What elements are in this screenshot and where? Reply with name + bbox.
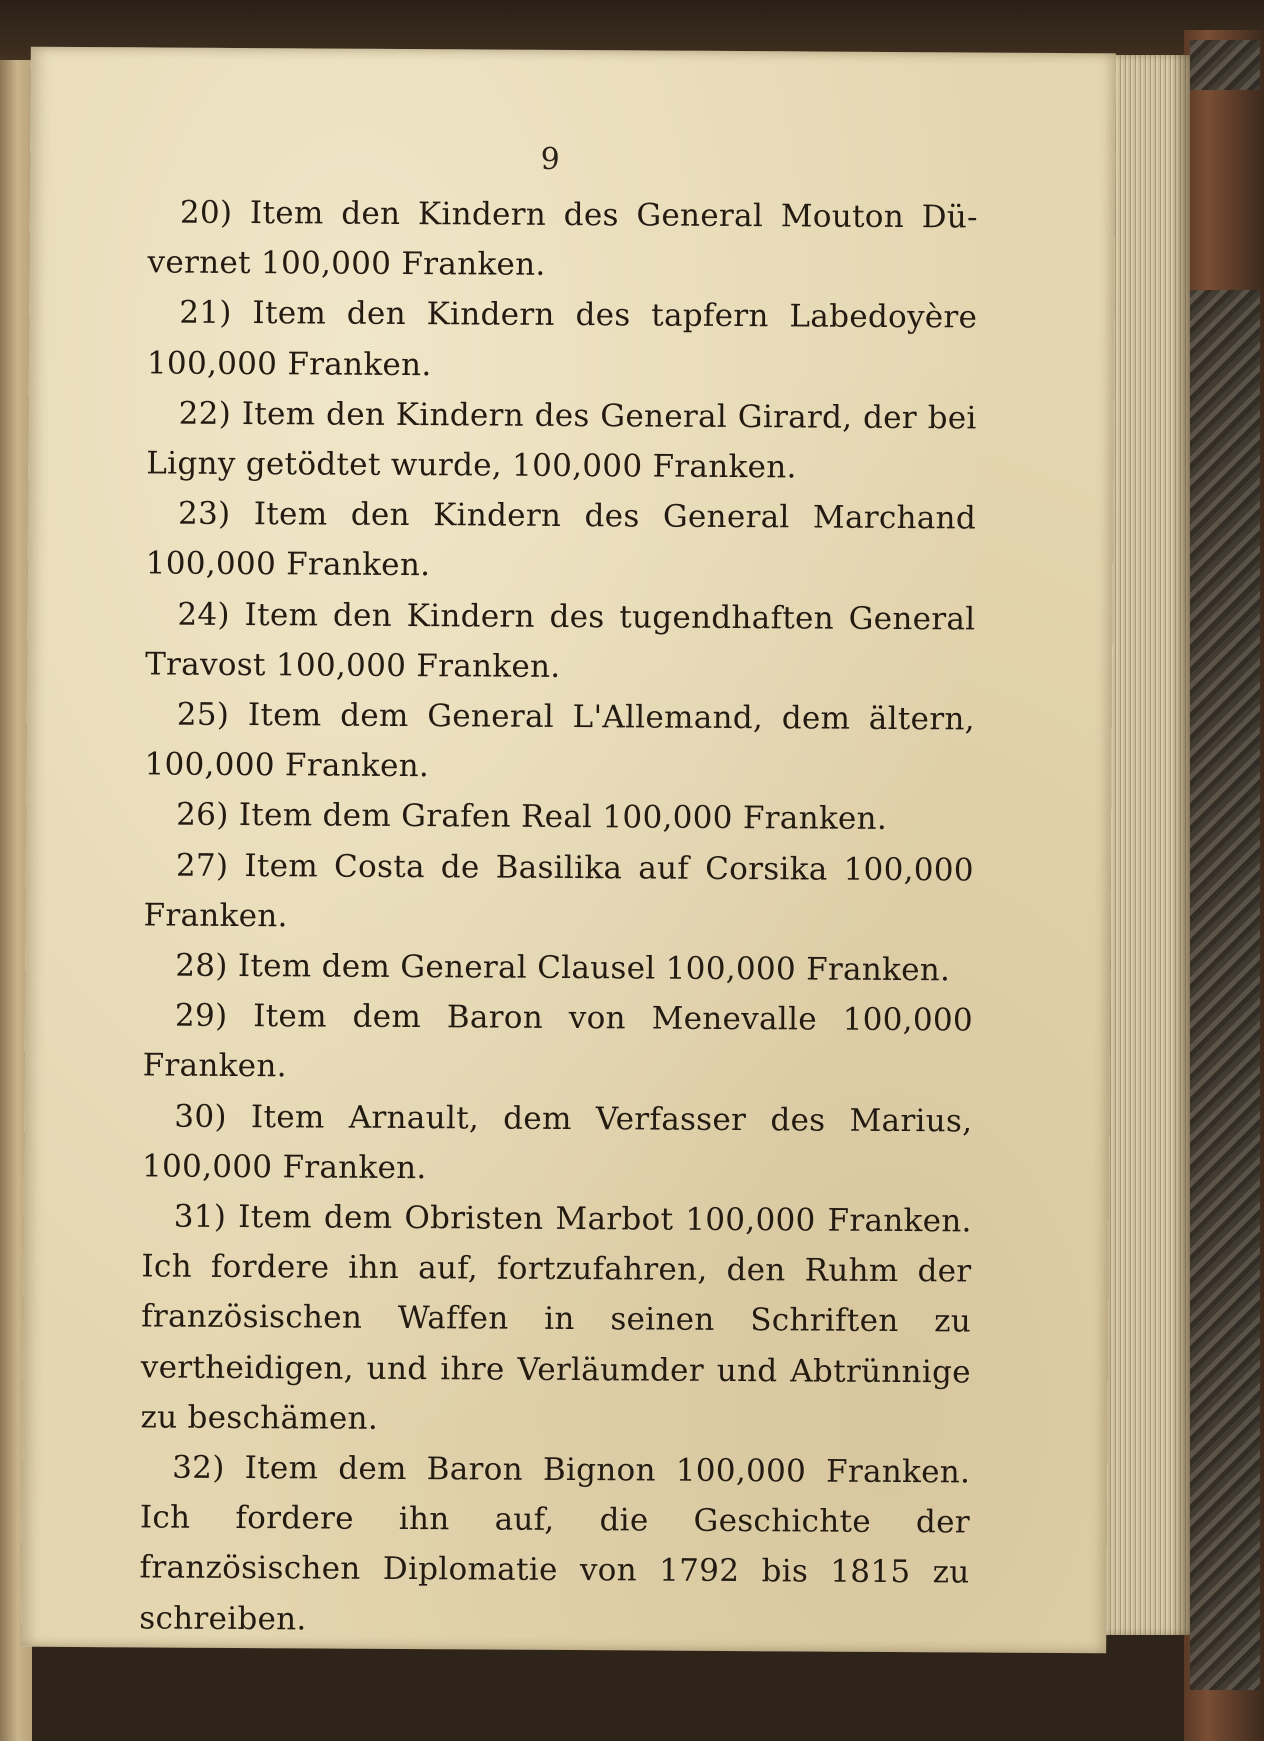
paragraph-item-32: 32) Item dem Baron Bignon 100,000 Franken. Ich fordere ihn auf, die Geschichte der französischen Diplomatie von 1792 bis 1815 zu schreiben. [139, 1449, 971, 1638]
paragraph-item-28: 28) Item dem General Clausel 100,000 Franken. [175, 947, 951, 989]
book-binding [1184, 30, 1264, 1741]
paragraph-item-23: 23) Item den Kindern des General Marchand 100,000 Franken. [145, 495, 977, 584]
paragraph-item-31: 31) Item dem Obristen Marbot 100,000 Franken. Ich fordere ihn auf, fortzufahren, den Ruhm der französischen Waffen in seinen Schriften zu vertheidigen, und ihre Verläumder und Abtrünnige zu beschämen. [140, 1198, 972, 1437]
paragraph-item-21: 21) Item den Kindern des tapfern Labedoyère 100,000 Franken. [146, 295, 978, 383]
text-block [139, 187, 978, 1648]
paragraph-item-20: 20) Item den Kindern des General Mouton Dü-vernet 100,000 Franken. [147, 194, 978, 284]
paragraph-item-27: 27) Item Costa de Basilika auf Corsika 100,000 Franken. [143, 847, 974, 935]
paragraph-item-22: 22) Item den Kindern des General Girard, der bei Ligny getödtet wurde, 100,000 Franken. [146, 395, 977, 486]
paragraph-item-24: 24) Item den Kindern des tugendhaften General Travost 100,000 Franken. [145, 596, 976, 685]
page-number: 9 [540, 141, 560, 177]
paragraph-item-25: 25) Item dem General L'Allemand, dem ältern, 100,000 Franken. [144, 696, 975, 785]
paragraph-item-29: 29) Item dem Baron von Menevalle 100,000 Franken. [142, 997, 974, 1085]
book-page [21, 47, 1116, 1654]
marbled-cover [1190, 290, 1260, 1690]
paragraph-item-30: 30) Item Arnault, dem Verfasser des Marius, 100,000 Franken. [141, 1098, 973, 1186]
marbled-cover-top [1190, 40, 1260, 90]
paragraph-item-26: 26) Item dem Grafen Real 100,000 Franken. [176, 797, 888, 838]
